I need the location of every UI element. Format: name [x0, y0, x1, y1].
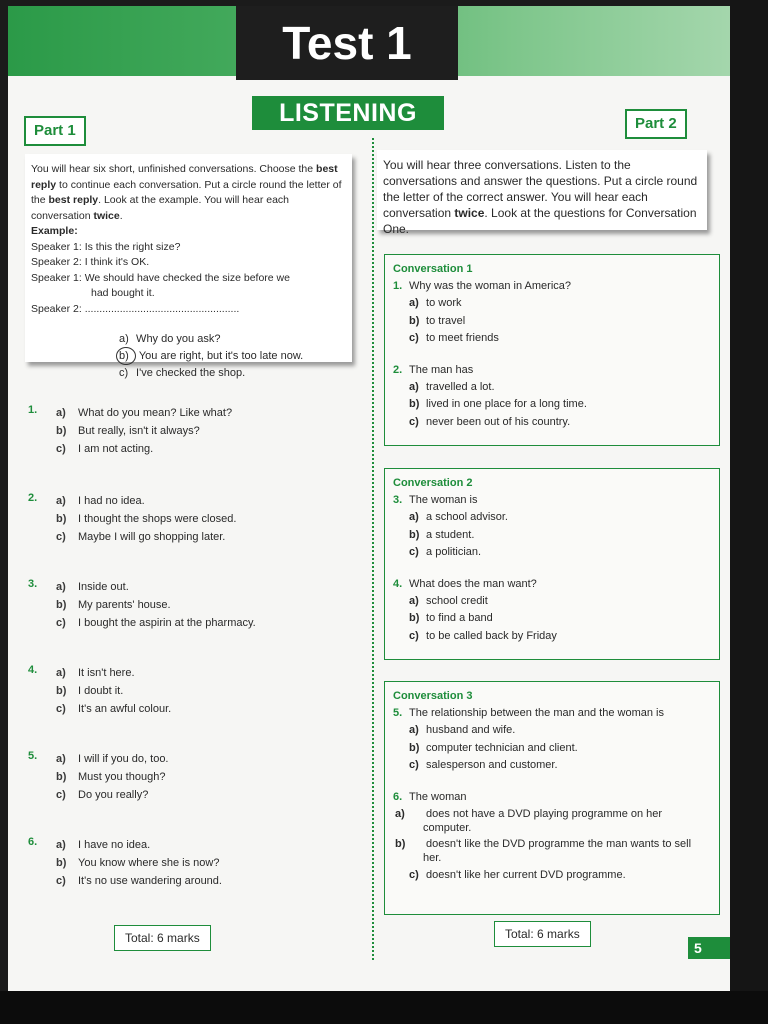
answer-option: [393, 295, 711, 313]
answer-option: [56, 510, 236, 528]
conversation-box: [384, 468, 720, 660]
option-letter: a): [56, 581, 66, 593]
option-letter: b): [409, 398, 420, 410]
example-line: Speaker 2: I think it's OK.: [31, 256, 150, 268]
option-text: What do you mean? Like what?: [78, 407, 233, 419]
page-title: Test 1: [236, 6, 458, 80]
option-text: Why do you ask?: [133, 333, 221, 345]
answer-option: [393, 807, 711, 835]
question-number: 6.: [393, 790, 403, 803]
question-stem: [393, 278, 711, 295]
question-options: [56, 750, 169, 804]
answer-option: [56, 596, 256, 614]
part2-total: Total: 6 marks: [494, 921, 591, 947]
answer-option: [393, 593, 711, 611]
conversation-title: Conversation 1: [393, 263, 473, 275]
option-text: travelled a lot.: [423, 380, 495, 393]
part2-instructions: [377, 150, 707, 236]
text-run: You will hear three conversations. Listen to the conversations and answer the questions. Put a circle round the letter of the correct answer. You will hear each conversation: [383, 158, 698, 220]
option-letter: a): [409, 594, 419, 607]
option-text: I thought the shops were closed.: [78, 513, 237, 525]
answer-option: [393, 313, 711, 331]
option-letter: b): [56, 513, 67, 525]
option-letter: c): [56, 617, 66, 629]
option-text: doesn't like her current DVD programme.: [423, 868, 626, 881]
spacer: [393, 775, 711, 789]
question-text: The man has: [409, 363, 474, 376]
question-text: Why was the woman in America?: [409, 280, 572, 292]
question-options: [56, 664, 171, 718]
question-options: [56, 836, 222, 890]
question-number: 1.: [393, 280, 403, 292]
option-text: to work: [423, 297, 462, 309]
question-stem: [393, 789, 711, 806]
option-text: Inside out.: [78, 581, 129, 593]
question-stem: [393, 576, 711, 593]
answer-option: [393, 628, 711, 646]
option-letter: c): [409, 415, 419, 428]
question-number: 3.: [28, 578, 38, 590]
option-text: I will if you do, too.: [78, 753, 169, 765]
answer-option: [56, 836, 222, 854]
option-text: You are right, but it's too late now.: [136, 350, 304, 362]
example-options: [31, 331, 346, 381]
example-option: [119, 347, 346, 365]
example-line: Speaker 1: Is this the right size?: [31, 240, 181, 253]
option-text: I have no idea.: [78, 839, 151, 851]
question-stem: [393, 705, 711, 722]
option-letter: a): [409, 724, 419, 736]
text-run: to continue each conversation. Put a circle round the letter of the: [31, 178, 342, 206]
option-letter: c): [409, 546, 419, 558]
example-line: had bought it.: [91, 287, 155, 299]
bottom-shadow: [0, 991, 768, 1024]
answer-option: [56, 404, 232, 422]
page-edge-shadow: [730, 0, 768, 1024]
question-text: The woman: [409, 790, 467, 803]
option-letter: c): [56, 703, 66, 715]
spacer: [393, 348, 711, 362]
answer-option: [56, 854, 222, 872]
example-option: [119, 365, 346, 381]
option-letter: b): [409, 741, 420, 754]
answer-option: [393, 527, 711, 545]
answer-option: [56, 440, 232, 458]
answer-option: [393, 610, 711, 628]
option-text: never been out of his country.: [423, 415, 571, 428]
page-number: 5: [688, 937, 734, 959]
option-letter: b): [409, 314, 420, 327]
option-letter: c): [119, 367, 129, 379]
section-label: LISTENING: [252, 96, 444, 130]
option-letter: a): [56, 667, 66, 679]
answer-option: [393, 837, 711, 865]
example-option: [119, 331, 346, 347]
text-run: You will hear six short, unfinished conversations. Choose the: [31, 163, 317, 175]
answer-option: [56, 422, 232, 440]
conversation-box: [384, 681, 720, 915]
bold-text: twice: [454, 206, 485, 220]
option-letter: b): [56, 599, 67, 611]
option-letter: a): [56, 753, 66, 765]
text-run: . Look at the example. You will hear each conversation: [31, 194, 290, 222]
answer-option: [56, 786, 169, 804]
answer-option: [393, 414, 711, 432]
option-text: doesn't like the DVD programme the man wants to sell her.: [423, 837, 692, 864]
answer-option: [56, 528, 236, 546]
option-text: salesperson and customer.: [423, 759, 558, 771]
option-text: It's no use wandering around.: [78, 875, 222, 887]
answer-option: [393, 330, 711, 348]
question-number: 3.: [393, 494, 403, 506]
conversation-title: Conversation 3: [393, 690, 473, 702]
answer-option: [393, 867, 711, 885]
answer-option: [56, 872, 222, 890]
part2-label: Part 2: [625, 109, 687, 139]
answer-option: [56, 664, 171, 682]
option-text: to meet friends: [423, 332, 499, 344]
question-number: 5.: [393, 707, 403, 719]
answer-option: [56, 768, 169, 786]
answer-option: [56, 750, 169, 768]
question-number: 6.: [28, 836, 38, 848]
option-letter: c): [409, 629, 419, 642]
option-text: lived in one place for a long time.: [423, 398, 587, 410]
spacer: [393, 562, 711, 576]
answer-option: [393, 544, 711, 562]
option-text: a politician.: [423, 546, 482, 558]
option-letter: b): [409, 528, 420, 541]
question-number: 2.: [393, 363, 403, 376]
option-text: computer technician and client.: [423, 741, 578, 754]
answer-option: [393, 509, 711, 527]
answer-option: [56, 492, 236, 510]
option-letter: c): [409, 868, 419, 881]
part2-instruction-text: [383, 158, 697, 236]
question-number: 5.: [28, 750, 38, 762]
answer-option: [56, 682, 171, 700]
question-stem: [393, 492, 711, 509]
option-text: to travel: [423, 314, 466, 327]
bold-text: twice: [93, 209, 120, 222]
option-text: Maybe I will go shopping later.: [78, 531, 226, 543]
option-text: But really, isn't it always?: [78, 425, 200, 437]
question-number: 2.: [28, 492, 38, 504]
example-line: Speaker 2: .....................................................: [31, 302, 240, 315]
option-text: I doubt it.: [78, 685, 124, 697]
option-text: Do you really?: [78, 789, 149, 801]
option-text: to find a band: [423, 612, 493, 624]
option-text: I had no idea.: [78, 495, 145, 507]
answer-option: [56, 700, 171, 718]
option-letter: b): [56, 425, 67, 437]
option-letter: a): [409, 380, 419, 393]
option-letter: a): [395, 807, 405, 820]
bold-text: best reply: [48, 194, 99, 206]
example-label: Example:: [31, 225, 78, 237]
option-letter: b): [56, 771, 67, 783]
column-divider: [372, 138, 374, 960]
question-number: 4.: [28, 664, 38, 676]
example-line: Speaker 1: We should have checked the size before we: [31, 271, 290, 284]
option-letter: a): [119, 333, 129, 345]
option-text: I bought the aspirin at the pharmacy.: [78, 617, 256, 629]
answer-option: [56, 578, 256, 596]
option-text: It isn't here.: [78, 667, 135, 679]
question-options: [56, 492, 236, 546]
option-letter: c): [56, 531, 66, 543]
question-stem: [393, 362, 711, 379]
part1-instructions: [25, 154, 352, 379]
option-letter: c): [409, 759, 419, 771]
option-letter: a): [409, 511, 419, 523]
option-letter: a): [56, 495, 66, 507]
option-text: It's an awful colour.: [78, 703, 172, 715]
text-run: .: [119, 209, 123, 222]
option-letter: a): [409, 297, 419, 309]
option-text: school credit: [423, 594, 488, 607]
option-letter: a): [56, 407, 66, 419]
option-letter: a): [56, 839, 66, 851]
question-text: What does the man want?: [409, 577, 537, 590]
bold-text: best reply: [31, 163, 338, 191]
option-text: a school advisor.: [423, 511, 508, 523]
option-letter: c): [56, 443, 66, 455]
option-text: to be called back by Friday: [423, 629, 557, 642]
question-number: 1.: [28, 404, 38, 416]
answer-option: [56, 614, 256, 632]
question-text: The relationship between the man and the woman is: [409, 707, 664, 719]
option-text: Must you though?: [78, 771, 166, 783]
conversation-title: Conversation 2: [393, 477, 473, 489]
conversation-box: [384, 254, 720, 446]
option-text: I've checked the shop.: [133, 367, 246, 379]
part1-total: Total: 6 marks: [114, 925, 211, 951]
option-letter: b): [395, 837, 406, 850]
question-options: [56, 404, 232, 458]
option-letter: b): [409, 612, 420, 624]
answer-option: [393, 396, 711, 414]
option-text: husband and wife.: [423, 724, 516, 736]
answer-option: [393, 722, 711, 740]
text-run: . Look at the questions for Conversation One.: [383, 206, 697, 236]
option-letter: c): [56, 789, 66, 801]
option-letter: b): [56, 857, 67, 869]
answer-option: [393, 379, 711, 397]
option-text: You know where she is now?: [78, 857, 220, 869]
option-letter: b): [56, 685, 67, 697]
question-number: 4.: [393, 577, 403, 590]
circled-answer: b): [116, 347, 136, 365]
answer-option: [393, 740, 711, 758]
answer-option: [393, 757, 711, 775]
question-text: The woman is: [409, 494, 478, 506]
question-options: [56, 578, 256, 632]
option-text: does not have a DVD playing programme on her computer.: [423, 807, 663, 834]
part1-label: Part 1: [24, 116, 86, 146]
option-letter: c): [56, 875, 66, 887]
option-text: a student.: [423, 528, 475, 541]
worksheet-page: [8, 6, 730, 991]
option-text: I am not acting.: [78, 443, 154, 455]
option-text: My parents' house.: [78, 599, 171, 611]
option-letter: c): [409, 332, 419, 344]
part1-instruction-text: [31, 162, 346, 224]
